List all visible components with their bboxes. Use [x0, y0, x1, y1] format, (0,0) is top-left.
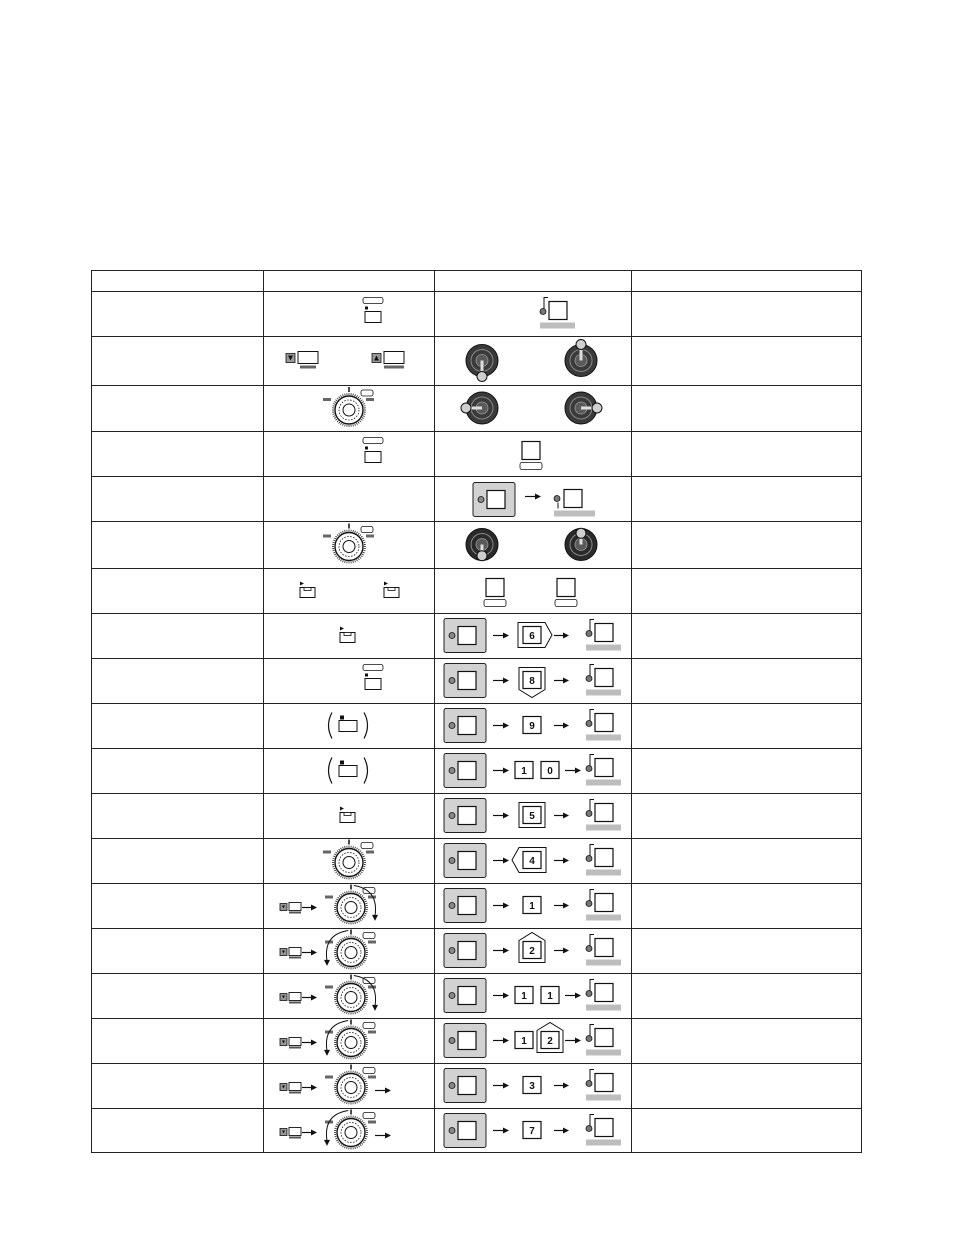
front-panel	[444, 1069, 486, 1103]
label-bar	[586, 870, 621, 876]
vcr-control-cell	[286, 352, 404, 369]
key-button	[541, 762, 559, 779]
key-digit: 6	[529, 631, 535, 642]
key-digit: 2	[529, 946, 535, 957]
rewind-marks	[323, 535, 331, 538]
key-digit: 2	[547, 1036, 553, 1047]
play-mark	[384, 582, 388, 586]
point-button	[540, 298, 575, 329]
forward-marks	[368, 1076, 376, 1079]
vcr-control-cell	[363, 438, 383, 463]
label-bar	[586, 735, 621, 741]
table-row	[340, 619, 621, 653]
front-panel	[444, 754, 486, 788]
table-row	[329, 709, 622, 743]
key-digit: 5	[529, 811, 535, 822]
remote-control-cell	[473, 483, 595, 517]
key-button	[523, 1122, 541, 1139]
button-square	[595, 1074, 613, 1092]
vcr-control-cell	[363, 665, 383, 690]
vcr-play-button	[384, 582, 399, 598]
key-button	[523, 1077, 541, 1094]
button-square	[595, 669, 613, 687]
label-cap	[363, 665, 383, 671]
vcr-arrow-button	[280, 1128, 301, 1139]
button-square	[564, 490, 582, 508]
indicator-lamp	[449, 813, 455, 819]
key-digit: 1	[529, 901, 535, 912]
label-bar	[586, 690, 621, 696]
jog-dial	[323, 524, 374, 564]
table-row	[323, 524, 597, 564]
front-panel	[444, 709, 486, 743]
point-button	[554, 490, 595, 517]
table-row	[280, 930, 621, 970]
remote-control-cell	[444, 664, 621, 698]
button-body	[339, 766, 357, 777]
vcr-arrow-button	[280, 948, 301, 959]
label-bar	[586, 915, 621, 921]
joystick-knob	[477, 551, 487, 561]
joystick-knob	[592, 403, 602, 413]
front-panel	[444, 934, 486, 968]
indicator-lamp	[449, 993, 455, 999]
indicator-lamp	[586, 631, 592, 637]
rewind-marks	[323, 398, 331, 401]
table-row	[473, 483, 595, 517]
button-square	[487, 491, 505, 509]
button-square	[557, 579, 575, 597]
mark-dot	[365, 447, 368, 450]
key-button	[523, 672, 541, 689]
front-panel	[444, 619, 486, 653]
vcr-control-cell	[280, 885, 378, 925]
button-square	[595, 984, 613, 1002]
key-digit: 8	[529, 676, 535, 687]
remote-control-cell	[444, 754, 621, 788]
button-square	[458, 1077, 476, 1095]
remote-control-cell	[444, 844, 621, 878]
joystick-knob	[461, 403, 471, 413]
key-digit: 1	[547, 991, 553, 1002]
point-button	[586, 665, 621, 696]
remote-control-cell	[444, 619, 621, 653]
remote-control-cell	[444, 979, 621, 1013]
mode-cap	[361, 527, 373, 533]
vcr-arrow-button	[280, 993, 301, 1004]
button-body	[289, 1083, 301, 1091]
button-body	[365, 679, 381, 690]
indicator-lamp	[586, 946, 592, 952]
key-button	[515, 762, 533, 779]
key-button	[541, 987, 559, 1004]
labelled-button	[484, 579, 506, 607]
button-square	[595, 1119, 613, 1137]
remote-control-cell	[444, 1069, 621, 1103]
mode-marks	[289, 1047, 301, 1049]
rewind-marks	[325, 896, 333, 899]
front-panel	[444, 1114, 486, 1148]
key-button	[515, 1032, 533, 1049]
key-digit: 4	[529, 856, 535, 867]
remote-control-cell	[466, 340, 597, 382]
jog-dial	[325, 1065, 376, 1105]
play-mark	[340, 807, 344, 811]
button-square	[595, 1029, 613, 1047]
forward-marks	[368, 941, 376, 944]
point-button	[586, 845, 621, 876]
vcr-arrow-button	[280, 1083, 301, 1094]
point-button	[586, 620, 621, 651]
key-button	[523, 807, 541, 824]
vcr-button-up	[372, 352, 404, 369]
mode-marks	[289, 912, 301, 914]
operation-table-svg	[91, 270, 862, 1153]
label-cap	[555, 600, 577, 607]
indicator-lamp	[586, 856, 592, 862]
front-panel	[444, 799, 486, 833]
indicator-lamp	[449, 678, 455, 684]
button-body	[365, 312, 381, 323]
vcr-control-cell	[340, 807, 355, 823]
vcr-control-cell	[323, 840, 374, 880]
button-square	[458, 1032, 476, 1050]
jog-dial	[325, 975, 376, 1015]
table-row	[280, 975, 621, 1015]
label-bar	[586, 645, 621, 651]
point-button	[586, 710, 621, 741]
key-digit: 1	[521, 766, 527, 777]
button-square	[458, 807, 476, 825]
joystick-down	[466, 529, 498, 561]
rewind-marks	[325, 986, 333, 989]
vcr-control-cell	[323, 524, 374, 564]
button-square	[595, 894, 613, 912]
joystick-up	[565, 340, 597, 377]
remote-control-cell	[520, 442, 542, 470]
key-digit: 1	[521, 1036, 527, 1047]
table-row	[363, 298, 575, 329]
label-cap	[484, 600, 506, 607]
mark-dot	[340, 761, 344, 765]
button-square	[595, 939, 613, 957]
button-square	[458, 717, 476, 735]
jog-dial	[325, 885, 376, 925]
vcr-control-cell	[280, 975, 378, 1015]
button-body	[289, 903, 301, 911]
indicator-lamp	[478, 497, 484, 503]
key-digit: 0	[547, 766, 553, 777]
mode-marks	[289, 1002, 301, 1004]
play-mark	[300, 582, 304, 586]
indicator-lamp	[449, 1128, 455, 1134]
mark-dot	[340, 716, 344, 720]
indicator-lamp	[449, 948, 455, 954]
point-button	[586, 890, 621, 921]
front-panel	[444, 844, 486, 878]
indicator-lamp	[449, 1038, 455, 1044]
button-body	[289, 1038, 301, 1046]
remote-control-cell	[466, 528, 597, 560]
remote-control-cell	[444, 709, 621, 743]
button-body	[339, 721, 357, 732]
indicator-lamp	[540, 309, 546, 315]
table-row	[280, 1020, 621, 1060]
mode-marks	[289, 1137, 301, 1139]
button-square	[458, 762, 476, 780]
joystick-left	[461, 392, 498, 424]
vcr-control-cell	[329, 713, 368, 739]
remote-control-cell	[444, 1023, 621, 1058]
jog-dial	[325, 930, 376, 970]
point-button	[586, 1070, 621, 1101]
mode-cap	[363, 1113, 375, 1119]
forward-marks	[366, 398, 374, 401]
rewind-marks	[325, 1076, 333, 1079]
front-panel	[444, 979, 486, 1013]
key-button	[541, 1032, 559, 1049]
table-row	[323, 387, 602, 427]
button-square	[595, 849, 613, 867]
button-square	[486, 579, 504, 597]
vcr-button-down	[286, 352, 318, 369]
forward-marks	[366, 851, 374, 854]
table-row	[280, 885, 621, 925]
label-cap	[520, 463, 542, 470]
key-digit: 3	[529, 1081, 535, 1092]
joystick-up	[565, 528, 597, 560]
remote-control-cell	[444, 799, 621, 833]
mode-cap	[363, 1023, 375, 1029]
indicator-lamp	[449, 768, 455, 774]
label-bar	[586, 1140, 621, 1146]
button-body	[298, 352, 318, 364]
indicator-lamp	[586, 1081, 592, 1087]
joystick-right	[565, 392, 602, 424]
jog-dial	[323, 387, 374, 427]
vcr-control-cell	[280, 930, 376, 970]
button-square	[522, 442, 540, 460]
button-square	[458, 987, 476, 1005]
labelled-button	[555, 579, 577, 607]
mode-cap	[361, 390, 373, 396]
button-square	[595, 624, 613, 642]
table-row	[300, 579, 577, 607]
table-row	[280, 1110, 621, 1150]
remote-control-cell	[540, 298, 575, 329]
button-square	[458, 1122, 476, 1140]
table-row	[286, 340, 597, 382]
jog-dial	[325, 1020, 376, 1060]
vcr-control-cell	[363, 298, 383, 323]
table-row	[340, 799, 621, 833]
mode-marks	[384, 366, 404, 369]
labelled-button	[520, 442, 542, 470]
indicator-lamp	[586, 721, 592, 727]
key-button	[523, 897, 541, 914]
vcr-play-button	[300, 582, 315, 598]
indicator-lamp	[586, 901, 592, 907]
indicator-lamp	[586, 1126, 592, 1132]
remote-control-cell	[461, 392, 602, 424]
mark-dot	[365, 307, 368, 310]
button-square	[458, 897, 476, 915]
button-square	[595, 804, 613, 822]
button-body	[384, 352, 404, 364]
rewind-marks	[323, 851, 331, 854]
operation-table	[91, 270, 862, 1153]
point-button	[586, 1115, 621, 1146]
indicator-lamp	[449, 1083, 455, 1089]
point-button	[586, 935, 621, 966]
vcr-control-cell	[280, 1020, 376, 1060]
vcr-button	[363, 298, 383, 323]
key-button	[523, 942, 541, 959]
button-square	[595, 714, 613, 732]
button-square	[595, 759, 613, 777]
label-bar	[586, 1050, 621, 1056]
point-button	[586, 755, 621, 786]
vcr-control-cell	[329, 758, 368, 784]
indicator-lamp	[449, 858, 455, 864]
mark-dot	[365, 674, 368, 677]
key-button	[523, 852, 541, 869]
button-square	[549, 302, 567, 320]
label-bar	[586, 780, 621, 786]
jog-dial	[325, 1110, 376, 1150]
indicator-lamp	[449, 723, 455, 729]
indicator-lamp	[449, 903, 455, 909]
key-digit: 7	[529, 1126, 535, 1137]
jog-dial	[323, 840, 374, 880]
vcr-button	[363, 438, 383, 463]
indicator-lamp	[586, 1036, 592, 1042]
label-bar	[586, 960, 621, 966]
mode-marks	[289, 1092, 301, 1094]
joystick-knob	[576, 528, 586, 538]
point-button	[586, 980, 621, 1011]
table-row	[363, 438, 542, 470]
vcr-play-button	[340, 627, 355, 643]
vcr-arrow-button	[280, 1038, 301, 1049]
label-bar	[554, 511, 595, 517]
front-panel	[444, 1024, 486, 1058]
vcr-control-cell	[280, 1110, 391, 1150]
key-button	[523, 717, 541, 734]
table-row	[280, 1065, 621, 1105]
table-row	[329, 754, 622, 788]
key-digit: 1	[521, 991, 527, 1002]
button-square	[458, 942, 476, 960]
remote-control-cell	[484, 579, 577, 607]
indicator-lamp	[586, 676, 592, 682]
joystick-knob	[477, 372, 487, 382]
indicator-lamp	[586, 811, 592, 817]
label-cap	[363, 438, 383, 444]
point-button	[586, 1025, 621, 1056]
front-panel	[473, 483, 515, 517]
remote-control-cell	[444, 889, 621, 923]
indicator-lamp	[449, 633, 455, 639]
joystick-down	[466, 345, 498, 382]
front-panel	[444, 664, 486, 698]
vcr-control-cell	[340, 627, 355, 643]
mode-cap	[363, 933, 375, 939]
indicator-lamp	[586, 766, 592, 772]
button-square	[458, 627, 476, 645]
mode-cap	[361, 843, 373, 849]
label-bar	[586, 825, 621, 831]
forward-marks	[366, 535, 374, 538]
label-bar	[586, 1005, 621, 1011]
mode-cap	[363, 1068, 375, 1074]
label-cap	[363, 298, 383, 304]
label-bar	[540, 323, 575, 329]
indicator-lamp	[586, 991, 592, 997]
table-row	[323, 840, 621, 880]
button-body	[289, 948, 301, 956]
button-body	[289, 993, 301, 1001]
button-square	[458, 852, 476, 870]
front-panel	[444, 889, 486, 923]
mode-marks	[300, 366, 316, 369]
vcr-button	[363, 665, 383, 690]
button-square	[458, 672, 476, 690]
remote-control-cell	[444, 933, 621, 968]
forward-marks	[368, 1031, 376, 1034]
joystick-knob	[576, 340, 586, 350]
mode-marks	[289, 957, 301, 959]
vcr-arrow-button	[280, 903, 301, 914]
key-button	[523, 627, 541, 644]
table-row	[363, 664, 621, 698]
key-digit: 9	[529, 721, 535, 732]
label-bar	[586, 1095, 621, 1101]
vcr-control-cell	[300, 582, 399, 598]
play-mark	[340, 627, 344, 631]
point-button	[586, 800, 621, 831]
button-body	[289, 1128, 301, 1136]
remote-control-cell	[444, 1114, 621, 1148]
vcr-control-cell	[280, 1065, 391, 1105]
vcr-control-cell	[323, 387, 374, 427]
key-button	[515, 987, 533, 1004]
button-body	[365, 452, 381, 463]
indicator-lamp	[554, 496, 560, 502]
forward-marks	[368, 1121, 376, 1124]
vcr-play-button	[340, 807, 355, 823]
